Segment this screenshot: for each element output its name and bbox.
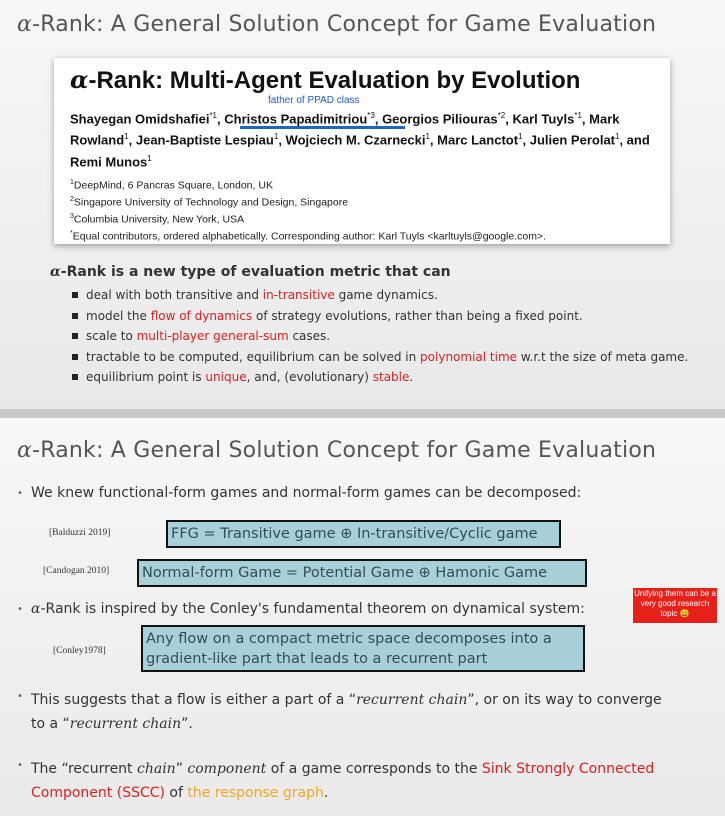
intro-text: -Rank is a new type of evaluation metric that can [60,264,451,280]
affil-text: Equal contributors, ordered alphabetically. Corresponding author: Karl Tuyls <karltuyls@google.com>. [72,230,547,243]
theorem-box [141,625,585,672]
affiliation [70,176,546,193]
text: of [164,785,188,801]
highlight-text: Component (SSCC) [31,785,165,801]
paper-header-image [54,58,670,244]
line-decomposition: We knew functional-form games and normal-form games can be decomposed: [31,485,582,501]
author-sup: 1 [147,153,152,163]
author: Julien Perolat [529,132,615,148]
author-sup: 1 [518,132,523,142]
title-text: -Rank: A General Solution Concept for Game Evaluation [32,12,657,37]
italic-text: recurrent chain [356,692,468,708]
affiliation [70,193,546,210]
bullet-text: w.r.t the size of meta game. [517,349,689,364]
bullet-text: of strategy evolutions, rather than being a fixed point. [252,308,583,323]
affiliation-list [70,176,546,244]
text: ”. [181,716,193,732]
author-sup: *1 [209,111,217,120]
slide-2 [0,418,725,816]
bullet-square-icon [72,354,78,360]
author-sup: 1 [273,132,279,142]
author-sup: 1 [425,132,430,142]
bullet-dot-icon: • [17,691,23,702]
author-sup: 1 [615,132,620,142]
highlight-orange-text: the response graph [187,785,324,801]
paper-title-alpha: α [70,65,89,94]
line-flow [31,688,662,736]
text: The “recurrent [31,761,137,777]
tooltip-note: Unifying them can be a very good research topic 😀 [633,588,717,623]
paper-title [70,65,580,95]
bullet-text: equilibrium point is [86,370,206,384]
bullet-text: game dynamics. [334,288,438,302]
affil-text: Columbia University, New York, USA [73,213,245,226]
bullet-text: . [409,370,414,384]
bullet-item [72,285,688,306]
affil-sup: 2 [70,196,74,203]
line-flow-1 [31,688,662,712]
title-alpha: α [17,12,33,37]
highlight-text: Sink Strongly Connected [481,761,655,777]
line-conley [31,601,585,617]
text: . [323,785,329,801]
bullet-highlight: flow of dynamics [150,308,253,323]
bullet-square-icon [72,374,78,380]
formula-box-ffg: FFG = Transitive game ⊕ In-transitive/Cyclic game [166,520,561,548]
bullet-square-icon [72,333,78,339]
author-sup: *3 [367,111,375,120]
slide-title [17,12,656,37]
bullet-item [72,367,688,388]
affil-sup: 3 [70,213,74,220]
bullet-highlight: in-transitive [262,288,335,302]
line-sscc [31,757,654,805]
author: Remi Munos [70,153,148,169]
line-sscc-1 [31,757,654,781]
text: This suggests that a flow is either a part of a “ [31,692,357,708]
bullet-item [72,347,688,368]
author-sup: *2 [497,111,506,120]
bullet-text: scale to [86,329,137,343]
intro-alpha: α [50,264,61,280]
bullet-highlight: polynomial time [420,349,518,364]
author: Georgios Piliouras [382,111,498,127]
citation: [Conley1978] [53,646,106,656]
bullet-item [72,326,688,347]
bullet-text: cases. [288,329,331,343]
author: Marc Lanctot [437,132,519,148]
annotation-note: father of PPAD class [268,95,360,106]
bullet-highlight: unique [205,370,247,384]
text: of a game corresponds to the [266,761,482,777]
bullet-text: deal with both transitive and [86,288,263,302]
author: Karl Tuyls [512,111,575,127]
bullet-dot-icon: • [17,604,23,615]
author: Mark Rowland [70,111,620,148]
bullet-item [72,306,688,327]
bullet-square-icon [72,292,78,298]
italic-text: recurrent chain [69,716,182,732]
affil-text: DeepMind, 6 Pancras Square, London, UK [73,179,273,192]
bullet-list [72,285,688,388]
line-alpha: α [31,601,41,617]
author: Christos Papadimitriou [224,111,368,127]
affiliation [70,210,546,227]
bullet-dot-icon: • [17,488,23,499]
theorem-line: Any flow on a compact metric space decomposes into a [146,631,552,647]
line-text: -Rank is inspired by the Conley's fundamental theorem on dynamical system: [40,601,585,617]
slide-separator [0,409,725,418]
bullet-dot-icon: • [17,760,23,771]
author-sup: 1 [124,132,129,142]
author: Shayegan Omidshafiei [70,111,210,127]
line-sscc-2 [31,781,654,805]
affil-sup: 1 [70,179,74,186]
intro-line [50,264,451,280]
bullet-square-icon [72,313,78,319]
line-flow-2 [31,712,662,736]
affiliation [70,227,546,244]
italic-text: component [187,761,267,777]
affil-sup: * [70,230,73,237]
citation: [Candogan 2010] [43,566,110,576]
bullet-highlight: stable [372,370,410,384]
italic-text: chain [137,761,176,777]
text: to a “ [31,716,70,732]
theorem-line: gradient-like part that leads to a recurrent part [146,651,488,667]
title-alpha: α [17,438,33,463]
affil-text: Singapore University of Technology and Design, Singapore [73,196,349,209]
slide-title [17,438,656,463]
author: Wojciech M. Czarnecki [285,132,426,148]
bullet-text: , and, (evolutionary) [246,370,373,384]
author-sup: *1 [574,111,582,120]
author-underline [240,126,405,129]
title-text: -Rank: A General Solution Concept for Game Evaluation [32,438,657,463]
citation: [Balduzzi 2019] [49,528,111,538]
bullet-text: model the [86,308,151,323]
bullet-highlight: multi-player general-sum [136,329,289,343]
formula-box-normal-form: Normal-form Game = Potential Game ⊕ Hamonic Game [137,559,587,587]
bullet-text: tractable to be computed, equilibrium can be solved in [86,349,421,364]
author-list: Shayegan Omidshafiei$^{*1}$, Christos Papadimitriou$^{*3}$, Georgios Piliouras$^{*2}$, Karl Tuyls$^{*1}$, Mark Rowland$^1$, Jean-Baptiste Lespiau$^1$, Wojciech M. Czarnecki$^1$, Marc Lanctot$^1$, Julien Perolat$^1$, and Remi Munos$^1$ [70,111,650,169]
paper-title-text: -Rank: Multi-Agent Evaluation by Evolution [88,67,581,94]
text: ”, or on its way to converge [467,692,662,708]
author: Jean-Baptiste Lespiau [135,132,274,148]
text: ” [175,761,188,777]
